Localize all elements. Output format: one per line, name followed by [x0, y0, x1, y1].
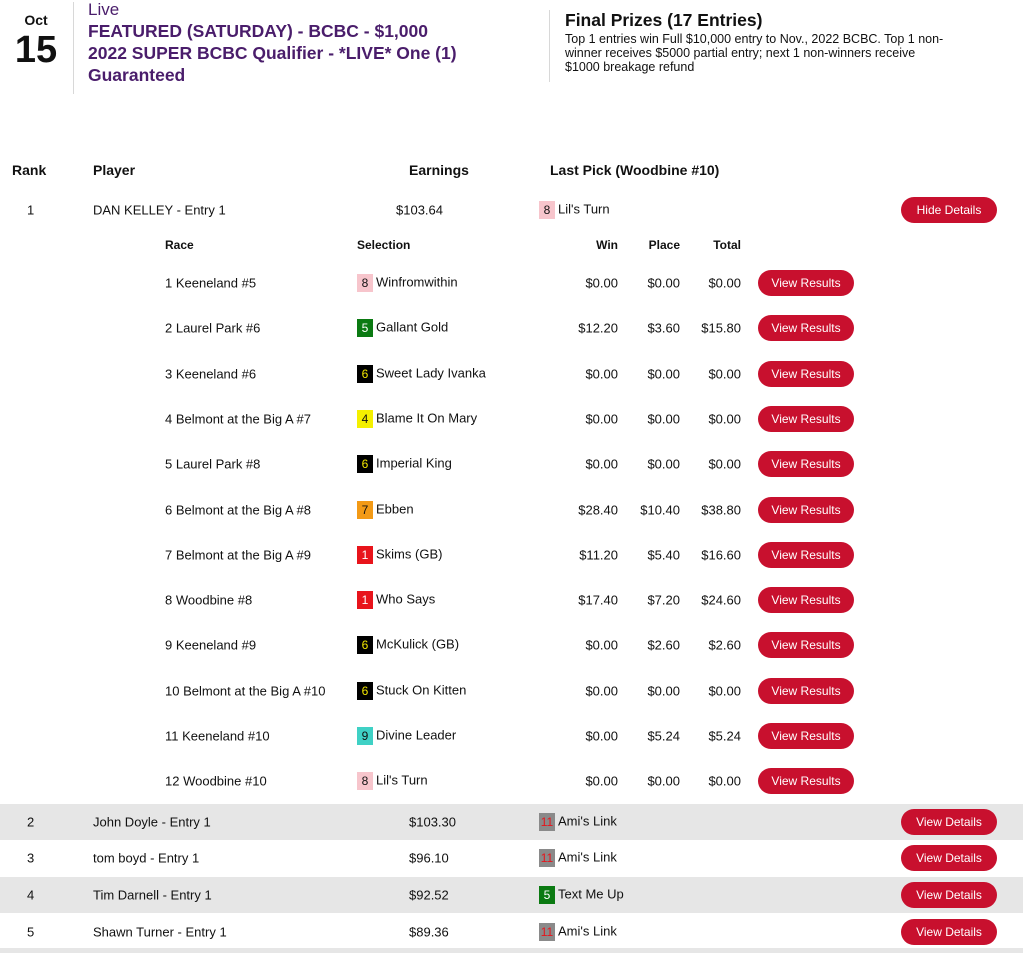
- header-divider: [549, 10, 550, 82]
- race-name: 11 Keeneland #10: [165, 728, 270, 744]
- win-amount: $17.40: [578, 592, 618, 608]
- total-amount: $0.00: [708, 411, 741, 427]
- rank: 1: [27, 202, 35, 218]
- horse-name: Gallant Gold: [376, 319, 449, 335]
- place-amount: $0.00: [647, 773, 680, 789]
- player-name: tom boyd - Entry 1: [93, 850, 200, 866]
- race-name: 10 Belmont at the Big A #10: [165, 683, 326, 699]
- player-name: DAN KELLEY - Entry 1: [93, 202, 226, 218]
- horse-name: McKulick (GB): [376, 636, 460, 652]
- rank: 4: [27, 887, 35, 903]
- detail-header-place: Place: [648, 238, 680, 252]
- view-details-button[interactable]: View Details: [901, 845, 997, 871]
- race-row: [0, 631, 1023, 659]
- last-pick: [539, 849, 617, 867]
- header-rank: Rank: [12, 162, 47, 178]
- horse-name: Skims (GB): [376, 546, 443, 562]
- event-title: [88, 20, 548, 86]
- win-amount: $0.00: [585, 683, 618, 699]
- rank: 5: [27, 924, 35, 940]
- total-amount: $2.60: [708, 637, 741, 653]
- view-results-button[interactable]: View Results: [758, 315, 854, 341]
- place-amount: $0.00: [647, 275, 680, 291]
- post-number-badge: 7: [357, 501, 373, 519]
- view-results-button[interactable]: View Results: [758, 406, 854, 432]
- post-number-badge: 1: [357, 591, 373, 609]
- header-last-pick: Last Pick (Woodbine #10): [550, 162, 720, 178]
- last-pick: [539, 201, 610, 219]
- detail-header-win: Win: [596, 238, 618, 252]
- view-results-button[interactable]: View Results: [758, 587, 854, 613]
- view-results-button[interactable]: View Results: [758, 542, 854, 568]
- win-amount: $0.00: [585, 411, 618, 427]
- horse-name: Who Says: [376, 591, 436, 607]
- win-amount: $28.40: [578, 502, 618, 517]
- selection: [357, 319, 448, 337]
- view-results-button[interactable]: View Results: [758, 632, 854, 658]
- event-title-line: 2022 SUPER BCBC Qualifier - *LIVE* One (1): [88, 43, 457, 63]
- selection: [357, 727, 456, 745]
- prizes-text: [565, 32, 1015, 74]
- horse-name: Lil's Turn: [558, 201, 610, 217]
- horse-name: Ami's Link: [558, 923, 617, 939]
- race-row: [0, 722, 1023, 750]
- place-amount: $3.60: [647, 320, 680, 336]
- player-name: Tim Darnell - Entry 1: [93, 887, 212, 903]
- win-amount: $0.00: [585, 275, 618, 291]
- race-name: 8 Woodbine #8: [165, 592, 253, 608]
- horse-name: Stuck On Kitten: [376, 682, 467, 698]
- race-row: [0, 586, 1023, 614]
- horse-name: Blame It On Mary: [376, 410, 478, 426]
- selection: [357, 274, 458, 292]
- win-amount: $0.00: [585, 456, 618, 472]
- place-amount: $0.00: [647, 456, 680, 472]
- horse-name: Imperial King: [376, 455, 452, 471]
- win-amount: $0.00: [585, 366, 618, 382]
- post-number-badge: 4: [357, 410, 373, 428]
- event-date: [10, 12, 62, 70]
- post-number-badge: 6: [357, 636, 373, 654]
- race-row: [0, 496, 1023, 524]
- place-amount: $10.40: [640, 502, 680, 517]
- win-amount: $12.20: [578, 320, 618, 336]
- detail-header-race: Race: [165, 238, 194, 252]
- race-name: 4 Belmont at the Big A #7: [165, 411, 311, 427]
- race-name: 12 Woodbine #10: [165, 773, 267, 789]
- total-amount: $0.00: [708, 773, 741, 789]
- table-row: [0, 804, 1023, 840]
- view-results-button[interactable]: View Results: [758, 361, 854, 387]
- earnings: $103.30: [409, 814, 456, 830]
- race-row: [0, 677, 1023, 705]
- race-row: [0, 767, 1023, 795]
- post-number-badge: 6: [357, 455, 373, 473]
- selection: [357, 682, 466, 700]
- post-number-badge: 11: [540, 925, 554, 939]
- total-amount: $0.00: [708, 456, 741, 472]
- post-number-badge: 8: [357, 274, 373, 292]
- place-amount: $7.20: [647, 592, 680, 608]
- total-amount: $24.60: [701, 592, 741, 608]
- total-amount: $0.00: [708, 683, 741, 699]
- table-bottom-border: [0, 948, 1023, 953]
- selection: [357, 455, 452, 473]
- table-row: [0, 877, 1023, 913]
- win-amount: $0.00: [585, 728, 618, 744]
- view-results-button[interactable]: View Results: [758, 270, 854, 296]
- post-number-badge: 8: [357, 772, 373, 790]
- post-number-badge: 11: [540, 815, 554, 829]
- post-number-badge: 6: [357, 365, 373, 383]
- header-divider: [73, 2, 74, 94]
- earnings: $96.10: [409, 850, 449, 866]
- race-row: [0, 360, 1023, 388]
- view-details-button[interactable]: View Details: [901, 882, 997, 908]
- last-pick: [539, 923, 617, 941]
- horse-name: Divine Leader: [376, 727, 457, 743]
- event-day: 15: [14, 29, 58, 71]
- race-row: [0, 269, 1023, 297]
- detail-header-selection: Selection: [357, 238, 411, 252]
- player-name: Shawn Turner - Entry 1: [93, 924, 227, 940]
- event-title-line: FEATURED (SATURDAY) - BCBC - $1,000: [88, 21, 428, 41]
- horse-name: Sweet Lady Ivanka: [376, 365, 486, 381]
- prizes-heading: Final Prizes (17 Entries): [565, 10, 763, 30]
- view-results-button[interactable]: View Results: [758, 451, 854, 477]
- header-player: Player: [93, 162, 136, 178]
- prizes-text-line: Top 1 entries win Full $10,000 entry to Nov., 2022 BCBC. Top 1 non-: [565, 32, 944, 46]
- selection: [357, 501, 414, 519]
- post-number-badge: 5: [539, 886, 555, 904]
- race-name: 2 Laurel Park #6: [165, 320, 261, 336]
- view-details-button[interactable]: View Details: [901, 919, 997, 945]
- race-name: 6 Belmont at the Big A #8: [165, 502, 311, 517]
- win-amount: $0.00: [585, 637, 618, 653]
- horse-name: Ami's Link: [558, 849, 617, 865]
- hide-details-button[interactable]: Hide Details: [901, 197, 997, 223]
- selection: [357, 546, 442, 564]
- win-amount: $11.20: [579, 547, 618, 563]
- selection: [357, 365, 486, 383]
- header-earnings: Earnings: [409, 162, 469, 178]
- table-row: [0, 196, 1023, 224]
- event-status: Live: [88, 0, 120, 19]
- race-name: 7 Belmont at the Big A #9: [165, 547, 311, 563]
- race-row: [0, 541, 1023, 569]
- race-name: 1 Keeneland #5: [165, 275, 257, 291]
- earnings: $92.52: [409, 887, 449, 903]
- place-amount: $5.40: [647, 547, 680, 563]
- event-info: [88, 0, 548, 86]
- event-month: Oct: [24, 12, 48, 28]
- post-number-badge: 11: [540, 851, 554, 865]
- table-row: [0, 914, 1023, 950]
- event-title-line: Guaranteed: [88, 65, 186, 85]
- race-row: [0, 314, 1023, 342]
- total-amount: $0.00: [708, 275, 741, 291]
- total-amount: $5.24: [708, 728, 741, 744]
- horse-name: Ami's Link: [558, 813, 617, 829]
- earnings: $103.64: [396, 202, 443, 218]
- prizes-text-line: winner receives $5000 partial entry; next 1 non-winners receive: [565, 46, 916, 60]
- post-number-badge: 5: [357, 319, 373, 337]
- selection: [357, 772, 428, 790]
- selection: [357, 636, 459, 654]
- total-amount: $0.00: [708, 366, 741, 382]
- post-number-badge: 9: [357, 727, 373, 745]
- race-name: 5 Laurel Park #8: [165, 456, 261, 472]
- selection: [357, 591, 435, 609]
- detail-header-total: Total: [713, 238, 741, 252]
- horse-name: Lil's Turn: [376, 772, 428, 788]
- selection: [357, 410, 477, 428]
- total-amount: $38.80: [701, 502, 741, 517]
- view-results-button[interactable]: View Results: [758, 723, 854, 749]
- place-amount: $5.24: [647, 728, 680, 744]
- race-row: [0, 405, 1023, 433]
- total-amount: $15.80: [701, 320, 741, 336]
- horse-name: Winfromwithin: [376, 274, 458, 290]
- table-row: [0, 840, 1023, 876]
- last-pick: [539, 813, 617, 831]
- horse-name: Ebben: [376, 500, 414, 516]
- place-amount: $0.00: [647, 683, 680, 699]
- place-amount: $0.00: [647, 366, 680, 382]
- race-name: 3 Keeneland #6: [165, 366, 257, 382]
- view-results-button[interactable]: View Results: [758, 678, 854, 704]
- post-number-badge: 6: [357, 682, 373, 700]
- player-name: John Doyle - Entry 1: [93, 814, 211, 830]
- rank: 3: [27, 850, 35, 866]
- total-amount: $16.60: [701, 547, 741, 563]
- horse-name: Text Me Up: [558, 886, 624, 902]
- race-row: [0, 450, 1023, 478]
- view-details-button[interactable]: View Details: [901, 809, 997, 835]
- race-name: 9 Keeneland #9: [165, 637, 257, 653]
- place-amount: $0.00: [647, 411, 680, 427]
- prizes-text-line: $1000 breakage refund: [565, 60, 695, 74]
- place-amount: $2.60: [647, 637, 680, 653]
- prizes-panel: [565, 10, 1015, 74]
- post-number-badge: 1: [357, 546, 373, 564]
- last-pick: [539, 886, 624, 904]
- view-results-button[interactable]: View Results: [758, 768, 854, 794]
- post-number-badge: 8: [539, 201, 555, 219]
- rank: 2: [27, 814, 35, 830]
- view-results-button[interactable]: View Results: [758, 497, 854, 523]
- earnings: $89.36: [409, 924, 449, 940]
- win-amount: $0.00: [585, 773, 618, 789]
